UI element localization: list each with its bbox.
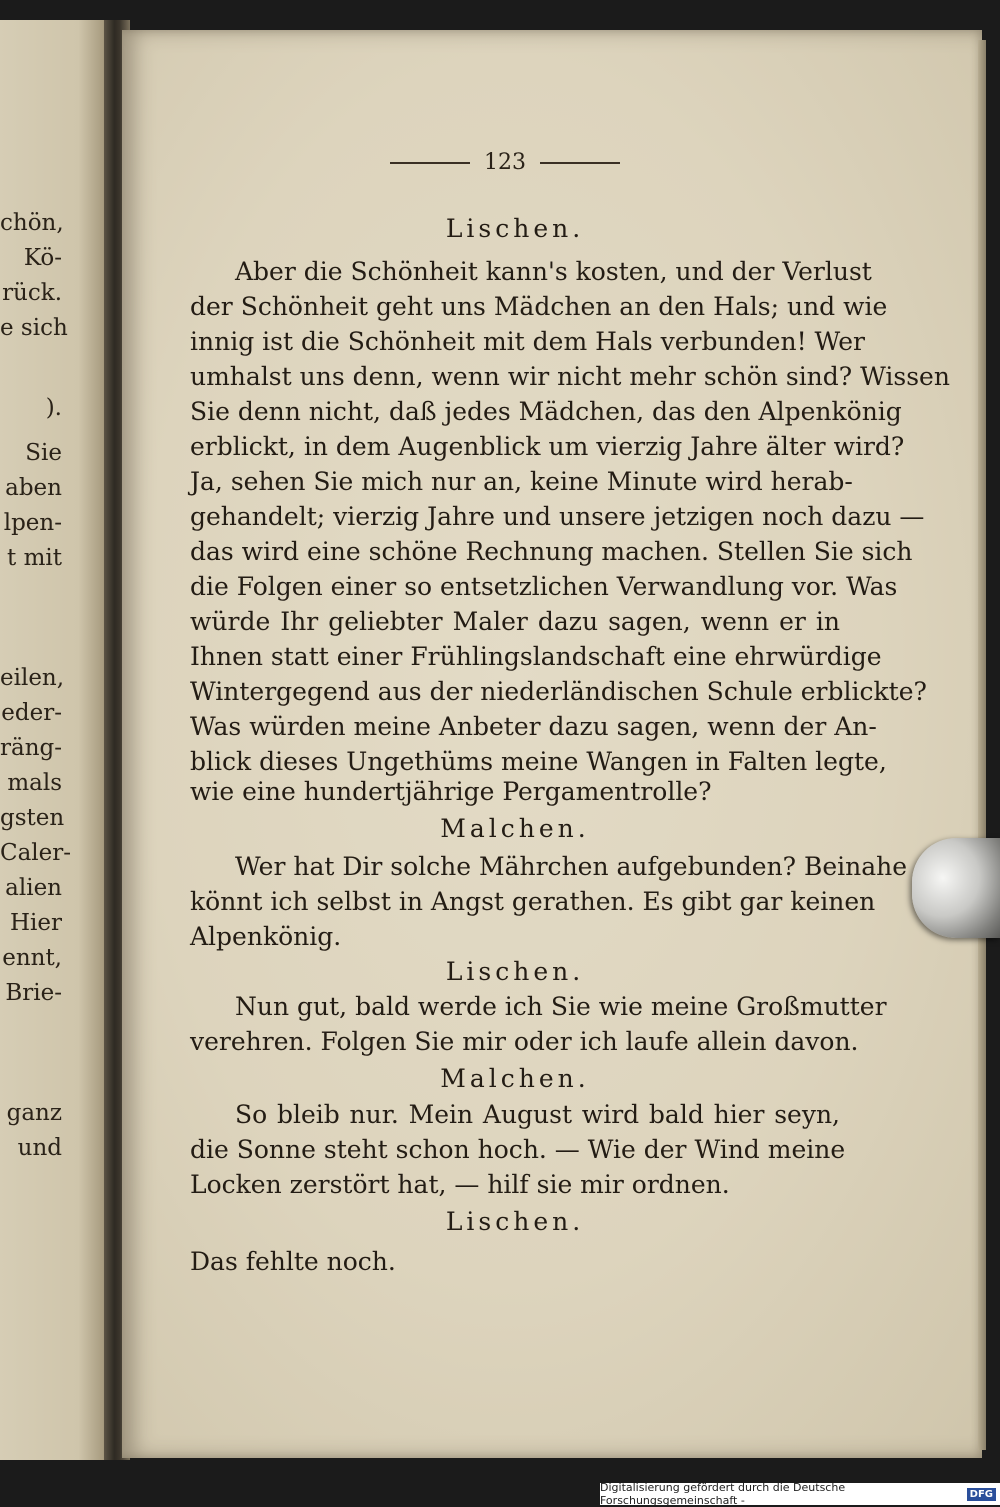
text-line: gehandelt; vierzig Jahre und unsere jetzigen noch dazu — (190, 502, 925, 531)
text-line: blick dieses Ungethüms meine Wangen in Falten legte, (190, 747, 887, 776)
left-page-line: alien (5, 875, 62, 901)
text-line: die Sonne steht schon hoch. — Wie der Wind meine (190, 1135, 846, 1164)
dfg-badge: DFG (967, 1488, 996, 1501)
speaker-name: Malchen. (440, 1064, 590, 1093)
left-page-line: gsten (0, 805, 65, 831)
text-line: verehren. Folgen Sie mir oder ich laufe allein davon. (190, 1027, 859, 1056)
page-number: 123 (484, 150, 526, 175)
left-page-line: e sich (0, 315, 68, 341)
text-line: Nun gut, bald werde ich Sie wie meine Großmutter (235, 992, 887, 1021)
page-clip (912, 838, 1000, 938)
left-page-line: ennt, (2, 945, 62, 971)
left-page-line: lpen- (3, 510, 62, 536)
text-line: Wintergegend aus der niederländischen Schule erblickte? (190, 677, 927, 706)
speaker-name: Lischen. (445, 214, 585, 243)
left-page-line: rück. (2, 280, 62, 306)
text-line: Was würden meine Anbeter dazu sagen, wenn der An- (190, 712, 877, 741)
text-line: umhalst uns denn, wenn wir nicht mehr schön sind? Wissen (190, 362, 950, 391)
left-page-line: Sie (25, 440, 62, 466)
speaker-name: Malchen. (440, 814, 590, 843)
footer-bar (600, 1483, 1000, 1505)
text-line: Alpenkönig. (190, 922, 342, 951)
left-page-line: und (17, 1135, 62, 1161)
left-page-line: ganz (6, 1100, 62, 1126)
text-line: Wer hat Dir solche Mährchen aufgebunden? Beinahe (235, 852, 908, 881)
text-line: das wird eine schöne Rechnung machen. Stellen Sie sich (190, 537, 913, 566)
page-edge (978, 40, 986, 1450)
speaker-name: Lischen. (445, 1207, 585, 1236)
text-line: innig ist die Schönheit mit dem Hals verbunden! Wer (190, 327, 865, 356)
header-rule-right (540, 162, 620, 164)
left-page-line: eilen, (0, 665, 65, 691)
left-page-line: ). (45, 395, 62, 421)
text-line: Sie denn nicht, daß jedes Mädchen, das den Alpenkönig (190, 397, 902, 426)
left-page-line: eder- (1, 700, 62, 726)
text-line: erblickt, in dem Augenblick um vierzig Jahre älter wird? (190, 432, 905, 461)
text-line: Locken zerstört hat, — hilf sie mir ordnen. (190, 1170, 730, 1199)
text-line: die Folgen einer so entsetzlichen Verwandlung vor. Was (190, 572, 898, 601)
text-line: würde Ihr geliebter Maler dazu sagen, wenn er in (190, 607, 840, 636)
text-line: könnt ich selbst in Angst gerathen. Es gibt gar keinen (190, 887, 876, 916)
text-line: So bleib nur. Mein August wird bald hier seyn, (235, 1100, 840, 1129)
left-page-line: Caler- (0, 840, 72, 866)
left-page-line: aben (5, 475, 62, 501)
left-page-line: mals (7, 770, 62, 796)
text-line: Das fehlte noch. (190, 1247, 396, 1276)
page-header (390, 150, 620, 175)
left-page-line: Kö- (23, 245, 62, 271)
left-page-line: chön, (0, 210, 64, 236)
header-rule-left (390, 162, 470, 164)
text-line: wie eine hundertjährige Pergamentrolle? (190, 777, 712, 806)
text-line: der Schönheit geht uns Mädchen an den Hals; und wie (190, 292, 888, 321)
left-page-line: Hier (9, 910, 62, 936)
footer-text: Digitalisierung gefördert durch die Deutsche Forschungsgemeinschaft - (600, 1481, 846, 1507)
text-line: Ihnen statt einer Frühlingslandschaft eine ehrwürdige (190, 642, 882, 671)
text-line: Aber die Schönheit kann's kosten, und der Verlust (235, 257, 872, 286)
left-page-line: Brie- (5, 980, 62, 1006)
speaker-name: Lischen. (445, 957, 585, 986)
left-page-line: t mit (7, 545, 62, 571)
left-page-line: räng- (0, 735, 63, 761)
text-line: Ja, sehen Sie mich nur an, keine Minute wird herab- (190, 467, 853, 496)
